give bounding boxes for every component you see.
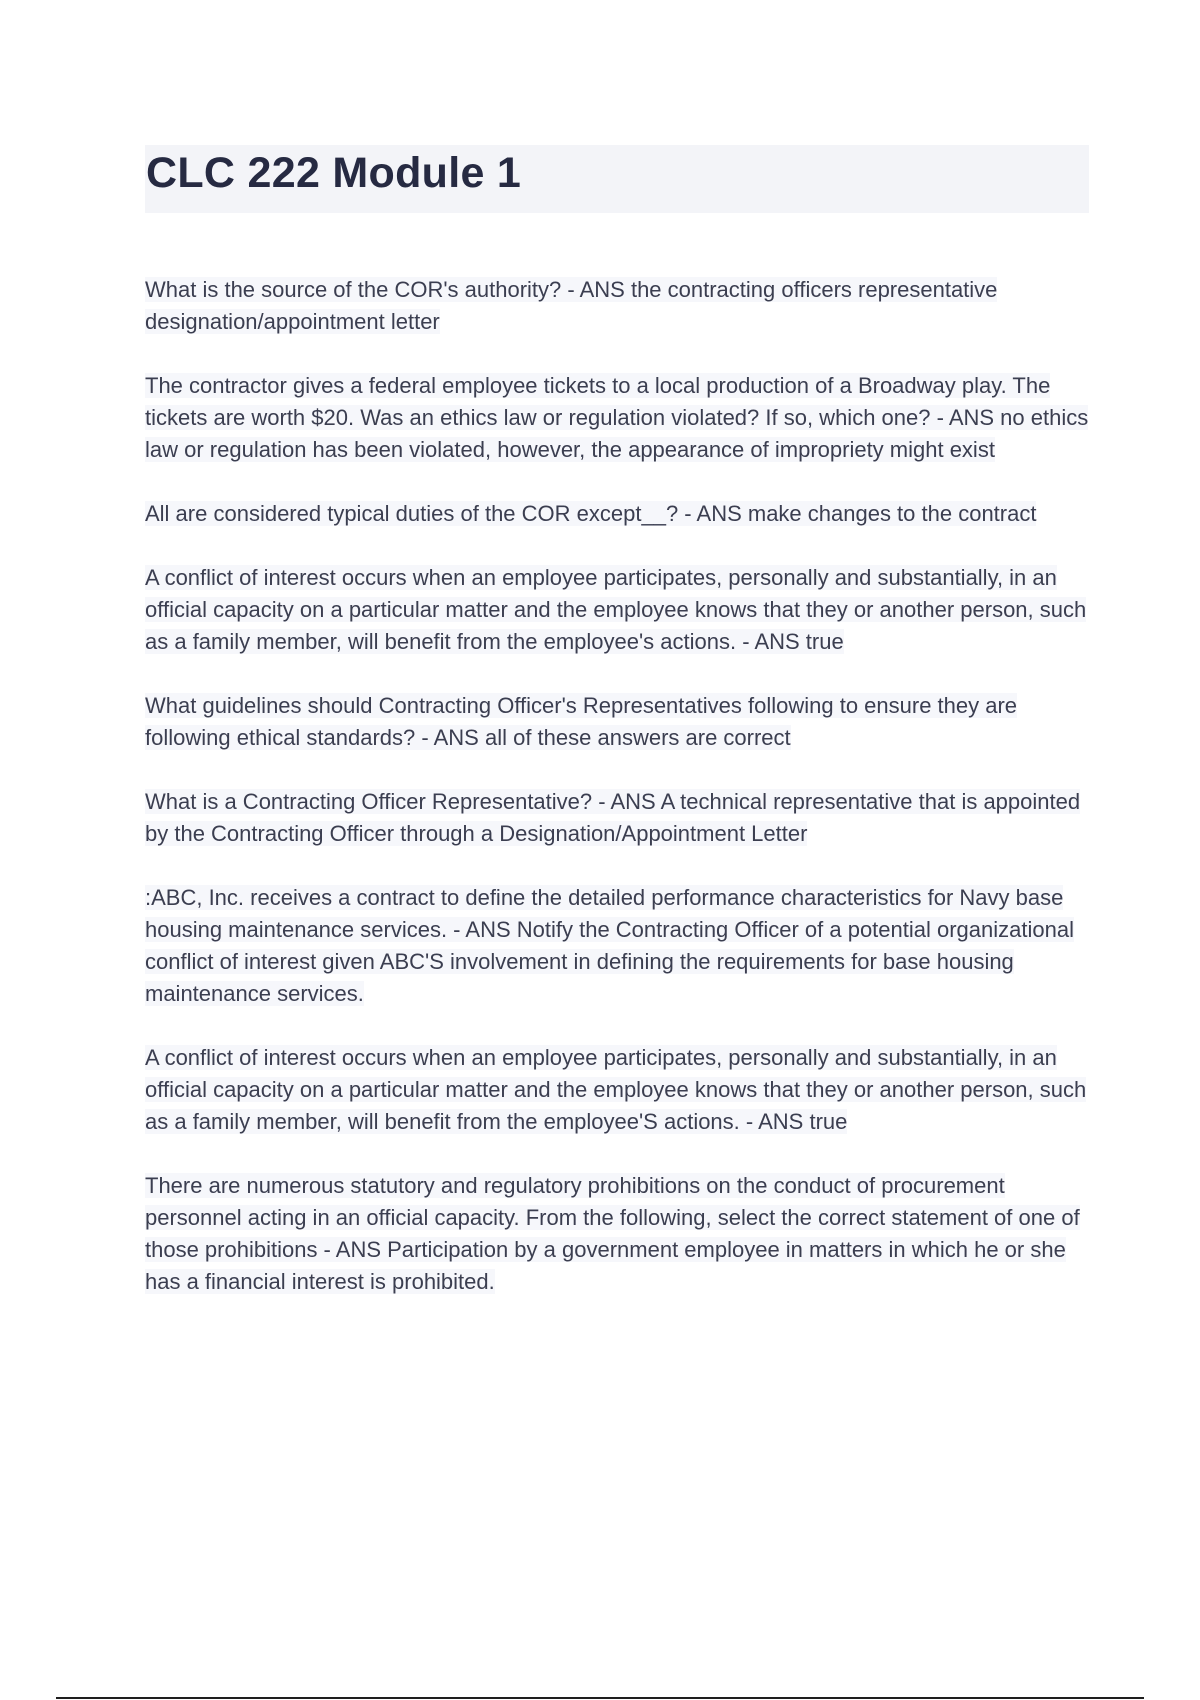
qa-text: What is a Contracting Officer Representative? - ANS A technical representative that is appointed by the Contracting Officer through a Designation/Appointment Letter [145, 789, 1081, 846]
qa-list [145, 274, 1095, 1330]
qa-text: A conflict of interest occurs when an employee participates, personally and substantially, in an official capacity on a particular matter and the employee knows that they or another person, such as a family member, will benefit from the employee's actions. - ANS true [145, 565, 1087, 654]
qa-item [145, 1170, 1095, 1298]
qa-text: There are numerous statutory and regulatory prohibitions on the conduct of procurement personnel acting in an official capacity. From the following, select the correct statement of one of those prohibitions - ANS Participation by a government employee in matters in which he or she has a financial interest is prohibited. [145, 1173, 1080, 1294]
qa-text: The contractor gives a federal employee tickets to a local production of a Broadway play. The tickets are worth $20. Was an ethics law or regulation violated? If so, which one? - ANS no ethics law or regulation has been violated, however, the appearance of impropriety might exist [145, 373, 1089, 462]
qa-item [145, 690, 1095, 754]
qa-item [145, 882, 1095, 1010]
qa-text: A conflict of interest occurs when an employee participates, personally and substantially, in an official capacity on a particular matter and the employee knows that they or another person, such as a family member, will benefit from the employee'S actions. - ANS true [145, 1045, 1087, 1134]
qa-item [145, 274, 1095, 338]
page-bottom-divider [56, 1697, 1144, 1699]
qa-text: :ABC, Inc. receives a contract to define the detailed performance characteristics for Navy base housing maintenance services. - ANS Notify the Contracting Officer of a potential organizational conflict of interest given ABC'S involvement in defining the requirements for base housing maintenance services. [145, 885, 1074, 1006]
qa-item [145, 1042, 1095, 1138]
qa-item [145, 370, 1095, 466]
qa-item [145, 786, 1095, 850]
qa-item [145, 562, 1095, 658]
qa-text: What guidelines should Contracting Officer's Representatives following to ensure they are following ethical standards? - ANS all of these answers are correct [145, 693, 1018, 750]
qa-text: What is the source of the COR's authority? - ANS the contracting officers representative designation/appointment letter [145, 277, 998, 334]
qa-item [145, 498, 1095, 530]
document-title: CLC 222 Module 1 [146, 149, 522, 197]
qa-text: All are considered typical duties of the COR except__? - ANS make changes to the contract [145, 501, 1037, 526]
